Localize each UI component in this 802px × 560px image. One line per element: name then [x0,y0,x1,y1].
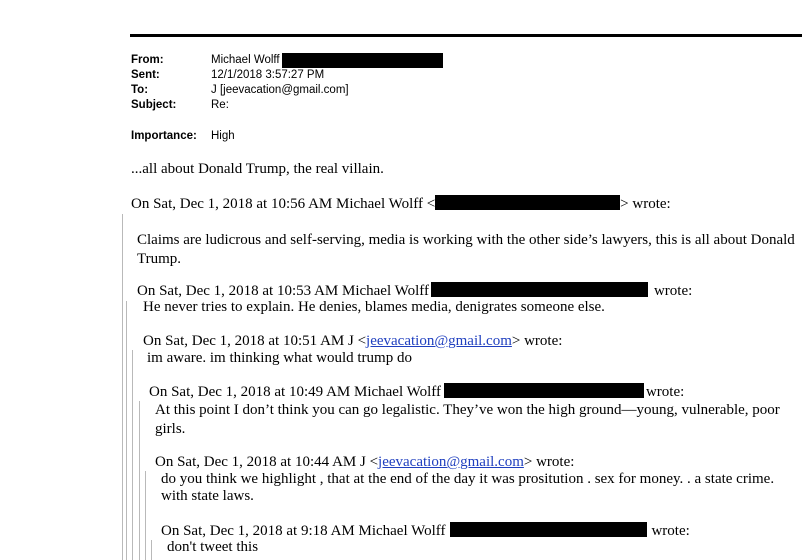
quote-body-6: don't tweet this [167,539,259,555]
email-header [131,53,731,153]
quote-header-3-suffix: > wrote: [511,333,563,349]
quote-body-1: Claims are ludicrous and self-serving, media is working with the other side’s lawyers, this is all about Donald Trump. [137,232,795,267]
subject-value: Re: [211,99,229,111]
from-label: From: [131,54,164,66]
quote-header-5-prefix: On Sat, Dec 1, 2018 at 10:44 AM J < [155,454,379,470]
quote-bar-5 [145,471,146,560]
quote-header-2-prefix: On Sat, Dec 1, 2018 at 10:53 AM Michael Wolff [137,283,429,299]
email-link-1[interactable]: jeevacation@gmail.com [366,333,512,349]
quote-header-1 [131,195,671,214]
redaction-from [282,53,443,68]
quote-header-2-suffix: wrote: [653,283,693,299]
from-value [211,53,280,68]
quote-body-3: im aware. im thinking what would trump do [147,350,412,366]
quote-body-2: He never tries to explain. He denies, blames media, denigrates someone else. [143,299,605,315]
importance-label: Importance: [131,130,197,142]
quote-bar-4 [139,401,140,560]
sent-label: Sent: [131,69,160,81]
quote-header-6-prefix: On Sat, Dec 1, 2018 at 9:18 AM Michael Wolff [161,523,446,539]
body-line-1: ...all about Donald Trump, the real villain. [131,161,384,177]
quote-header-4-suffix: wrote: [645,384,685,400]
to-label: To: [131,84,149,96]
subject-label: Subject: [131,99,177,111]
quote-bar-3 [132,350,133,560]
quote-bar-2 [126,301,127,560]
quote-bar-1 [122,214,123,560]
quote-header-6-suffix: wrote: [651,523,690,539]
redaction-q1 [435,195,620,210]
sent-value: 12/1/2018 3:57:27 PM [211,69,325,81]
quote-header-4 [149,383,684,402]
quote-header-1-prefix: On Sat, Dec 1, 2018 at 10:56 AM Michael Wolff < [131,196,436,212]
redaction-q4 [444,383,644,398]
redaction-q6 [450,522,647,537]
quote-body-4: At this point I don’t think you can go legalistic. They’ve won the high ground—young, vulnerable, poor girls. [155,402,780,437]
from-name: Michael Wolff [211,54,280,66]
redaction-q2 [431,282,648,297]
importance-value: High [211,130,235,142]
quote-body-5-line-2: with state laws. [161,488,254,504]
quote-header-3-prefix: On Sat, Dec 1, 2018 at 10:51 AM J < [143,333,367,349]
quote-bar-6 [151,540,152,560]
header-rule [130,34,802,37]
to-value: J [jeevacation@gmail.com] [211,84,349,96]
quote-header-5-suffix: > wrote: [523,454,575,470]
quote-body-5-line-1: do you think we highlight , that at the end of the day it was prositution . sex for money. . a state crime. [161,471,775,487]
quote-header-1-suffix: > wrote: [620,196,671,212]
email-link-2[interactable]: jeevacation@gmail.com [378,454,524,470]
quote-header-4-prefix: On Sat, Dec 1, 2018 at 10:49 AM Michael Wolff [149,384,441,400]
